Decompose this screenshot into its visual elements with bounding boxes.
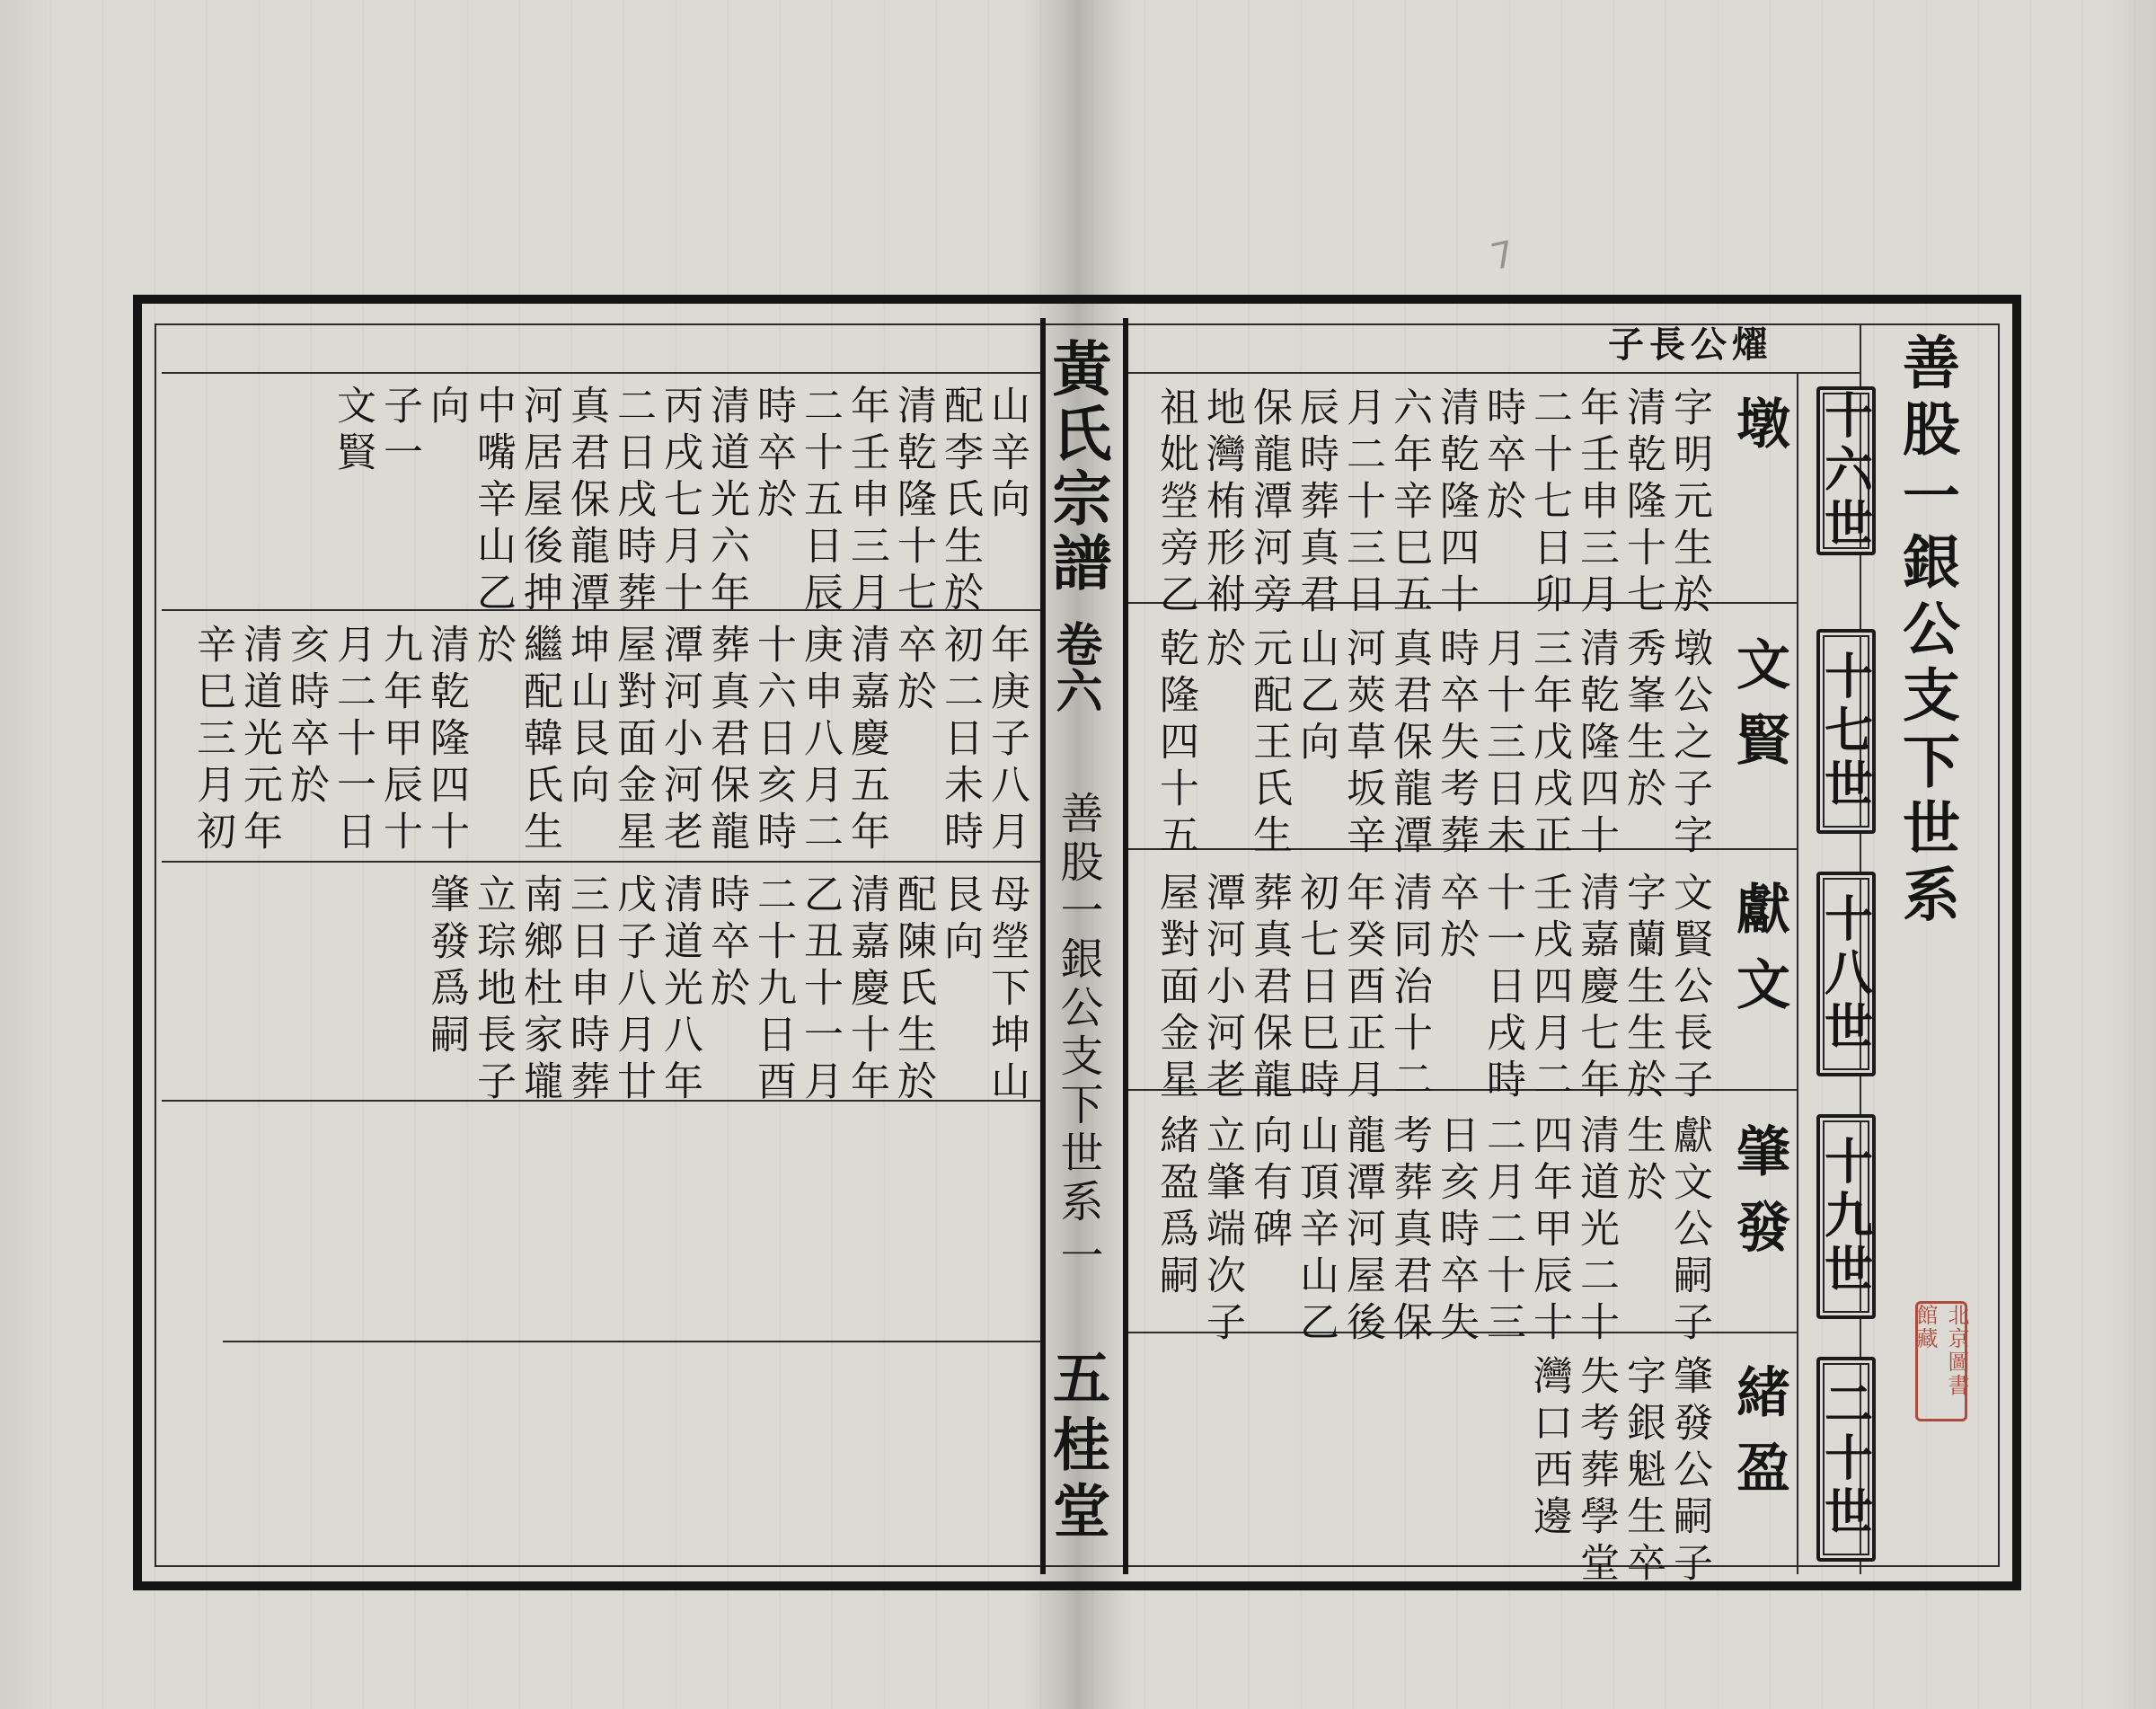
library-seal-stamp: 北京圖書館藏 (1915, 1301, 1967, 1421)
biography-column: 肇發公嗣子 (1666, 1355, 1712, 1589)
biography-column: 清道光元年 (236, 624, 282, 857)
biography-column: 清嘉慶十年 (844, 873, 889, 1107)
generation-label-18: 十八世 (1816, 872, 1876, 1076)
biography-column: 清乾隆四十 (1573, 627, 1619, 861)
generation-divider (1797, 372, 1798, 1574)
biography-column: 灣口西邊 (1526, 1355, 1572, 1542)
biography-column: 清乾隆四十 (423, 624, 469, 857)
biography-column: 十一日戌時 (1480, 872, 1525, 1105)
person-name: 墩 (1727, 395, 1790, 471)
biography-column: 初七日巳時 (1293, 872, 1339, 1105)
biography-column: 清嘉慶五年 (844, 624, 889, 857)
biography-column: 龍潭河屋後 (1339, 1114, 1385, 1348)
biography-column: 清同治十二 (1386, 872, 1432, 1105)
section-label: 善股一銀公支下世系 (1053, 791, 1103, 1227)
generation-label-19: 十九世 (1816, 1114, 1876, 1319)
biography-column: 母塋下坤山 (984, 873, 1029, 1107)
biography-column: 清乾隆十七 (1620, 386, 1666, 620)
biography-column: 清道光二十 (1573, 1114, 1619, 1348)
hall-name: 五桂堂 (1043, 1348, 1110, 1547)
side-heading: 善股一銀公支下世系 (1893, 332, 1960, 931)
biography-column: 清道光六年 (703, 385, 749, 618)
biography-column: 卒於 (1433, 872, 1479, 965)
person-name: 緒盈 (1727, 1364, 1790, 1515)
biography-column: 配陳氏生於 (890, 873, 936, 1107)
biography-column: 向 (423, 385, 469, 431)
book-title: 黃氏宗譜 (1042, 338, 1112, 597)
biography-column: 山頂辛山乙 (1293, 1114, 1339, 1348)
biography-column: 山辛向 (984, 385, 1029, 525)
biography-column: 向有碑 (1246, 1114, 1292, 1254)
biography-column: 立琮地長子 (470, 873, 516, 1107)
biography-column: 中嘴辛山乙 (470, 385, 516, 618)
person-name: 肇發 (1727, 1123, 1790, 1274)
biography-column: 坤山艮向 (563, 624, 609, 810)
biography-column: 清乾隆四十 (1433, 386, 1479, 620)
biography-column: 真君保龍潭 (1386, 627, 1432, 861)
biography-column: 三日申時葬 (563, 873, 609, 1107)
biography-column: 潭河小河老 (657, 624, 702, 857)
biography-column: 保龍潭河旁 (1246, 386, 1292, 620)
biography-column: 清乾隆十七 (890, 385, 936, 618)
biography-column: 清嘉慶七年 (1573, 872, 1619, 1105)
biography-column: 卒於 (890, 624, 936, 717)
biography-column: 時卒失考葬 (1433, 627, 1479, 861)
biography-column: 潭河小河老 (1199, 872, 1245, 1105)
biography-column: 時卒於 (703, 873, 749, 1014)
biography-column: 二日戌時葬 (610, 385, 656, 618)
biography-column: 年庚子八月 (984, 624, 1029, 857)
biography-column: 日亥時卒失 (1433, 1114, 1479, 1348)
biography-column: 月十三日未 (1480, 627, 1525, 861)
biography-column: 初二日未時 (937, 624, 983, 857)
biography-column: 乾隆四十五 (1153, 627, 1198, 861)
biography-column: 葬真君保龍 (703, 624, 749, 857)
biography-column: 於 (470, 624, 516, 670)
biography-column: 肇發爲嗣 (423, 873, 469, 1060)
biography-column: 二十五日辰 (797, 385, 843, 618)
row-rule-left (223, 1341, 1040, 1342)
biography-column: 繼配韓氏生 (517, 624, 562, 857)
biography-column: 真君保龍潭 (563, 385, 609, 618)
biography-column: 九年甲辰十 (376, 624, 422, 857)
biography-column: 屋對面金星 (610, 624, 656, 857)
biography-column: 年壬申三月 (1573, 386, 1619, 620)
pencil-mark: 7 (1487, 233, 1518, 279)
biography-column: 墩公之子字 (1666, 627, 1712, 861)
biography-column: 文賢公長子 (1666, 872, 1712, 1105)
biography-column: 辛巳三月初 (190, 624, 235, 857)
biography-column: 庚申八月二 (797, 624, 843, 857)
biography-column: 月二十一日 (330, 624, 376, 857)
biography-column: 乙丑十一月 (797, 873, 843, 1107)
row-rule-left (162, 861, 1040, 863)
biography-column: 亥時卒於 (283, 624, 329, 810)
biography-column: 時卒於 (750, 385, 796, 525)
biography-column: 元配王氏生 (1246, 627, 1292, 861)
biography-column: 南鄉杜家壠 (517, 873, 562, 1107)
biography-column: 十六日亥時 (750, 624, 796, 857)
biography-column: 壬戌四月二 (1526, 872, 1572, 1105)
generation-label-16: 十六世 (1816, 386, 1876, 555)
biography-column: 失考葬學堂 (1573, 1355, 1619, 1589)
biography-column: 地灣栯形祔 (1199, 386, 1245, 620)
biography-column: 於 (1199, 627, 1245, 674)
biography-column: 秀峯生於 (1620, 627, 1666, 814)
biography-column: 緒盈爲嗣 (1153, 1114, 1198, 1301)
biography-column: 時卒於 (1480, 386, 1525, 527)
header-rule-left (162, 372, 1040, 374)
biography-column: 子一 (376, 385, 422, 478)
biography-column: 戊子八月廿 (610, 873, 656, 1107)
person-name: 獻文 (1727, 881, 1790, 1032)
biography-column: 配李氏生於 (937, 385, 983, 618)
biography-column: 年癸酉正月 (1339, 872, 1385, 1105)
biography-column: 艮向 (937, 873, 983, 967)
biography-column: 字蘭生生於 (1620, 872, 1666, 1105)
biography-column: 年壬申三月 (844, 385, 889, 618)
biography-column: 考葬真君保 (1386, 1114, 1432, 1348)
header-note: 燿公長子 (1608, 323, 1773, 366)
biography-column: 獻文公嗣子 (1666, 1114, 1712, 1348)
page-number: 一 (1053, 1233, 1103, 1276)
biography-column: 文賢 (330, 385, 376, 478)
header-rule (1125, 372, 1861, 374)
biography-column: 六年辛巳五 (1386, 386, 1432, 620)
biography-column: 葬真君保龍 (1246, 872, 1292, 1105)
biography-column: 立肇端次子 (1199, 1114, 1245, 1348)
biography-column: 河莢草坂辛 (1339, 627, 1385, 861)
biography-column: 丙戌七月十 (657, 385, 702, 618)
volume-label: 卷六 (1047, 620, 1102, 713)
generation-label-17: 十七世 (1816, 629, 1876, 834)
biography-column: 字明元生於 (1666, 386, 1712, 620)
biography-column: 月二十三日 (1339, 386, 1385, 620)
generation-label-20: 二十世 (1816, 1357, 1876, 1562)
biography-column: 二月二十三 (1480, 1114, 1525, 1348)
biography-column: 二十九日酉 (750, 873, 796, 1107)
biography-column: 祖妣塋旁乙 (1153, 386, 1198, 620)
person-name: 文賢 (1727, 636, 1790, 787)
biography-column: 字銀魁生卒 (1620, 1355, 1666, 1589)
biography-column: 辰時葬真君 (1293, 386, 1339, 620)
biography-column: 生於 (1620, 1114, 1666, 1208)
biography-column: 四年甲辰十 (1526, 1114, 1572, 1348)
biography-column: 山乙向 (1293, 627, 1339, 767)
biography-column: 屋對面金星 (1153, 872, 1198, 1105)
biography-column: 二十七日卯 (1526, 386, 1572, 620)
biography-column: 河居屋後抻 (517, 385, 562, 618)
biography-column: 三年戊戌正 (1526, 627, 1572, 861)
biography-column: 清道光八年 (657, 873, 702, 1107)
